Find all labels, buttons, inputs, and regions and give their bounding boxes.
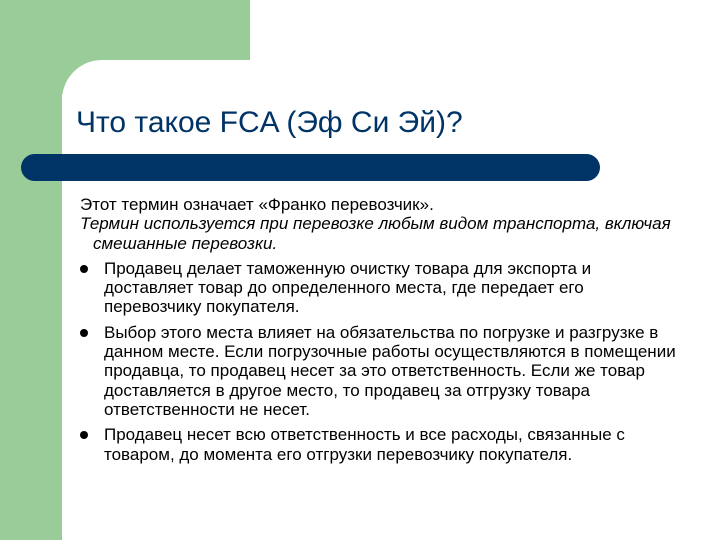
bullet-dot-icon xyxy=(80,329,88,337)
title-underline-bar xyxy=(21,154,600,181)
bullet-dot-icon xyxy=(80,431,88,439)
bullet-text: Продавец делает таможенную очистку товара для экспорта и доставляет товар до определенного места, где передает его перевозчику покупателя. xyxy=(104,258,592,317)
green-side-band xyxy=(0,0,62,540)
bullet-item xyxy=(80,425,680,464)
slide-body xyxy=(80,195,680,464)
intro-paragraph: Этот термин означает «Франко перевозчик». xyxy=(80,195,434,214)
bullet-item xyxy=(80,259,680,317)
bullet-text: Продавец несет всю ответственность и все расходы, связанные с товаром, до момента его отгрузки перевозчику покупателя. xyxy=(104,425,625,464)
slide-title: Что такое FCA (Эф Си Эй)? xyxy=(76,106,463,139)
italic-note-paragraph: Термин используется при перевозке любым видом транспорта, включая смешанные перевозки. xyxy=(80,214,671,253)
bullet-dot-icon xyxy=(80,265,88,273)
bullet-text: Выбор этого места влияет на обязательства по погрузке и разгрузке в данном месте. Если погрузочные работы осуществляются в помещении продавца, то продавец несет за это ответственность. Если же товар доставляется в другое место, то продавец за отгрузку товара ответственности не несет. xyxy=(104,322,676,419)
bullet-item xyxy=(80,323,680,419)
